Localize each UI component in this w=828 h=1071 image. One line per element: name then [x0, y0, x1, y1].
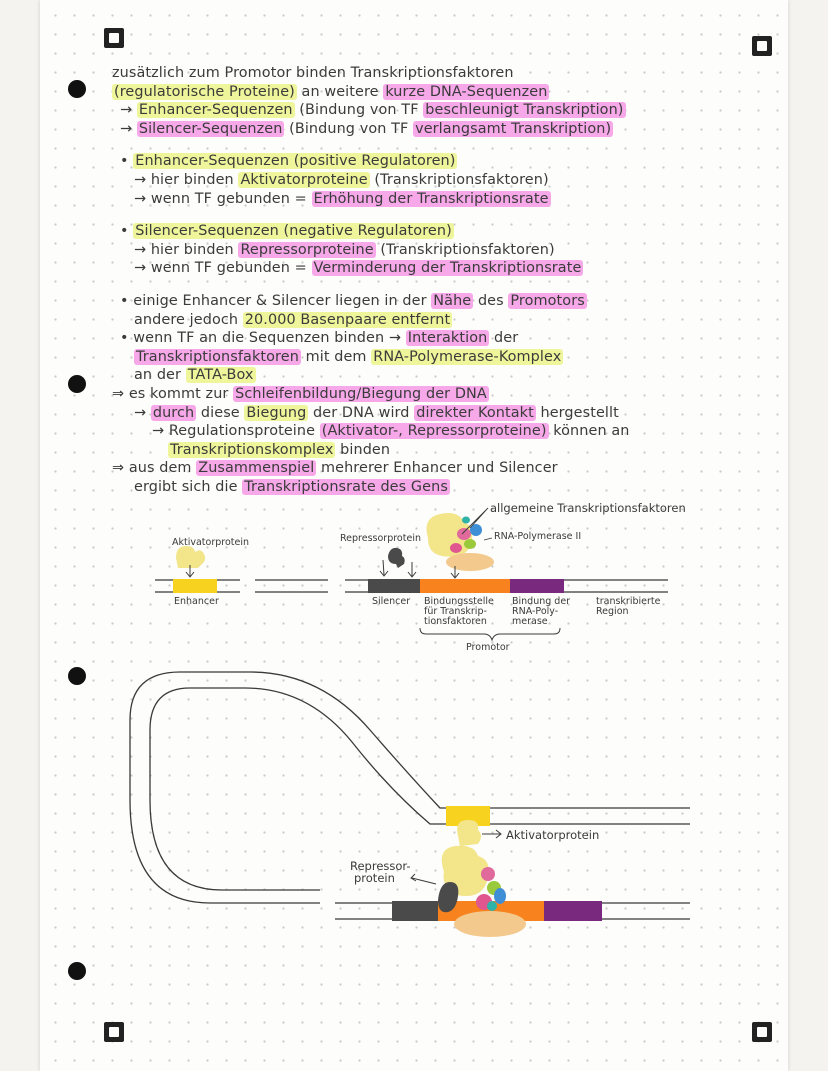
text: andere jedoch	[134, 311, 243, 328]
arrow: →	[120, 120, 137, 137]
text: ⇒ es kommt zur	[112, 385, 234, 402]
text: (Bindung von TF	[294, 102, 424, 119]
highlight: TATA-Box	[187, 367, 254, 384]
text: an der	[134, 367, 186, 384]
highlight: Silencer-Sequenzen (negative Regulatoren)	[135, 223, 452, 240]
highlight: Repressorproteine	[240, 241, 374, 258]
text: mehrerer Enhancer und Silencer	[316, 460, 558, 477]
rna-polymerase-label: RNA-Polymerase II	[494, 531, 582, 542]
highlight: (Aktivator-, Repressorproteine)	[321, 423, 547, 440]
text: mit dem	[300, 348, 372, 365]
pol-binding-label-2: RNA-Poly-	[512, 606, 559, 617]
arrow-head	[411, 874, 416, 881]
highlight: direkter Kontakt	[416, 404, 534, 421]
transcribed-label-2: Region	[596, 606, 629, 617]
enhancer-segment	[173, 579, 217, 593]
repressor-label: Repressorprotein	[340, 533, 421, 544]
text: → wenn TF gebunden =	[134, 190, 312, 207]
pointer-line	[484, 538, 492, 540]
repressor-protein-shape	[388, 548, 405, 568]
text: an weitere	[296, 83, 384, 100]
tf-binding-segment	[420, 579, 510, 593]
highlight: Schleifenbildung/Biegung der DNA	[235, 385, 487, 402]
highlight: Biegung	[246, 404, 307, 421]
text: → Regulationsproteine	[152, 423, 320, 440]
activator-label-2: Aktivatorprotein	[506, 828, 600, 842]
text: ergibt sich die	[134, 478, 243, 495]
highlight: Promotors	[510, 292, 585, 309]
bullet: •	[120, 153, 134, 170]
tf-binding-label-2: für Transkrip-	[424, 606, 487, 617]
text: der	[489, 330, 519, 347]
text: • wenn TF an die Sequenzen binden →	[120, 330, 406, 347]
highlight: beschleunigt Transkription)	[425, 102, 624, 119]
highlight: Enhancer-Sequenzen	[138, 102, 293, 119]
highlight: Transkriptionsfaktoren	[136, 348, 299, 365]
text: ⇒ aus dem	[112, 460, 197, 477]
highlight: Silencer-Sequenzen	[138, 120, 283, 137]
highlight: Zusammenspiel	[198, 460, 315, 477]
polymerase-binding-segment	[510, 579, 564, 593]
highlight: Aktivatorproteine	[240, 171, 368, 188]
highlight: 20.000 Basenpaare entfernt	[244, 311, 451, 328]
arrow: →	[120, 102, 137, 119]
text: hergestellt	[535, 404, 619, 421]
text: → hier binden	[134, 241, 239, 258]
silencer-segment	[368, 579, 420, 593]
text: diese	[196, 404, 245, 421]
text: → wenn TF gebunden =	[134, 260, 312, 277]
silencer-segment	[392, 901, 438, 921]
text: → hier binden	[134, 171, 239, 188]
text: der DNA wird	[308, 404, 415, 421]
arrow-line	[383, 560, 384, 575]
transcription-complex	[427, 513, 495, 571]
highlight: (regulatorische Proteine)	[114, 83, 295, 100]
enhancer-label: Enhancer	[174, 596, 219, 607]
text: zusätzlich zum Promotor binden Transkriptionsfaktoren	[112, 65, 514, 81]
highlight: Transkriptionskomplex	[170, 441, 334, 458]
bullet: •	[120, 223, 134, 240]
highlight: Transkriptionsrate des Gens	[244, 478, 448, 495]
promotor-brace	[420, 628, 560, 640]
highlight: Verminderung der Transkriptionsrate	[313, 260, 582, 277]
pol-binding-label-3: merase	[512, 616, 548, 627]
highlight: durch	[152, 404, 195, 421]
repressor-label-2b: protein	[354, 871, 395, 885]
activator-label: Aktivatorprotein	[172, 537, 250, 548]
highlight: RNA-Polymerase-Komplex	[373, 348, 562, 365]
looped-dna	[130, 672, 690, 919]
text: (Transkriptionsfaktoren)	[375, 241, 555, 258]
text: (Transkriptionsfaktoren)	[369, 171, 549, 188]
pol-binding-label-1: Bindung der	[512, 596, 571, 607]
promotor-label: Promotor	[466, 642, 510, 653]
text: binden	[335, 441, 391, 458]
highlight: kurze DNA-Sequenzen	[385, 83, 548, 100]
transcribed-label-1: transkribierte	[596, 596, 661, 607]
highlight: verlangsamt Transkription)	[415, 120, 612, 137]
text: • einige Enhancer & Silencer liegen in der	[120, 292, 432, 309]
text: (Bindung von TF	[284, 120, 414, 137]
text: des	[473, 292, 509, 309]
tf-binding-label-1: Bindungsstelle	[424, 596, 494, 607]
general-tf-label: allgemeine Transkriptionsfaktoren	[490, 501, 686, 515]
repressor-label-2a: Repressor-	[350, 859, 411, 873]
highlight: Nähe	[433, 292, 472, 309]
highlight: Erhöhung der Transkriptionsrate	[313, 190, 549, 207]
silencer-label: Silencer	[372, 596, 411, 607]
highlight: Interaktion	[407, 330, 488, 347]
text: können an	[548, 423, 630, 440]
arrow: →	[134, 404, 151, 421]
highlight: Enhancer-Sequenzen (positive Regulatoren)	[135, 153, 456, 170]
tf-binding-label-3: tionsfaktoren	[424, 616, 487, 627]
polymerase-binding-segment	[544, 901, 602, 921]
activator-protein-shape	[176, 546, 205, 568]
